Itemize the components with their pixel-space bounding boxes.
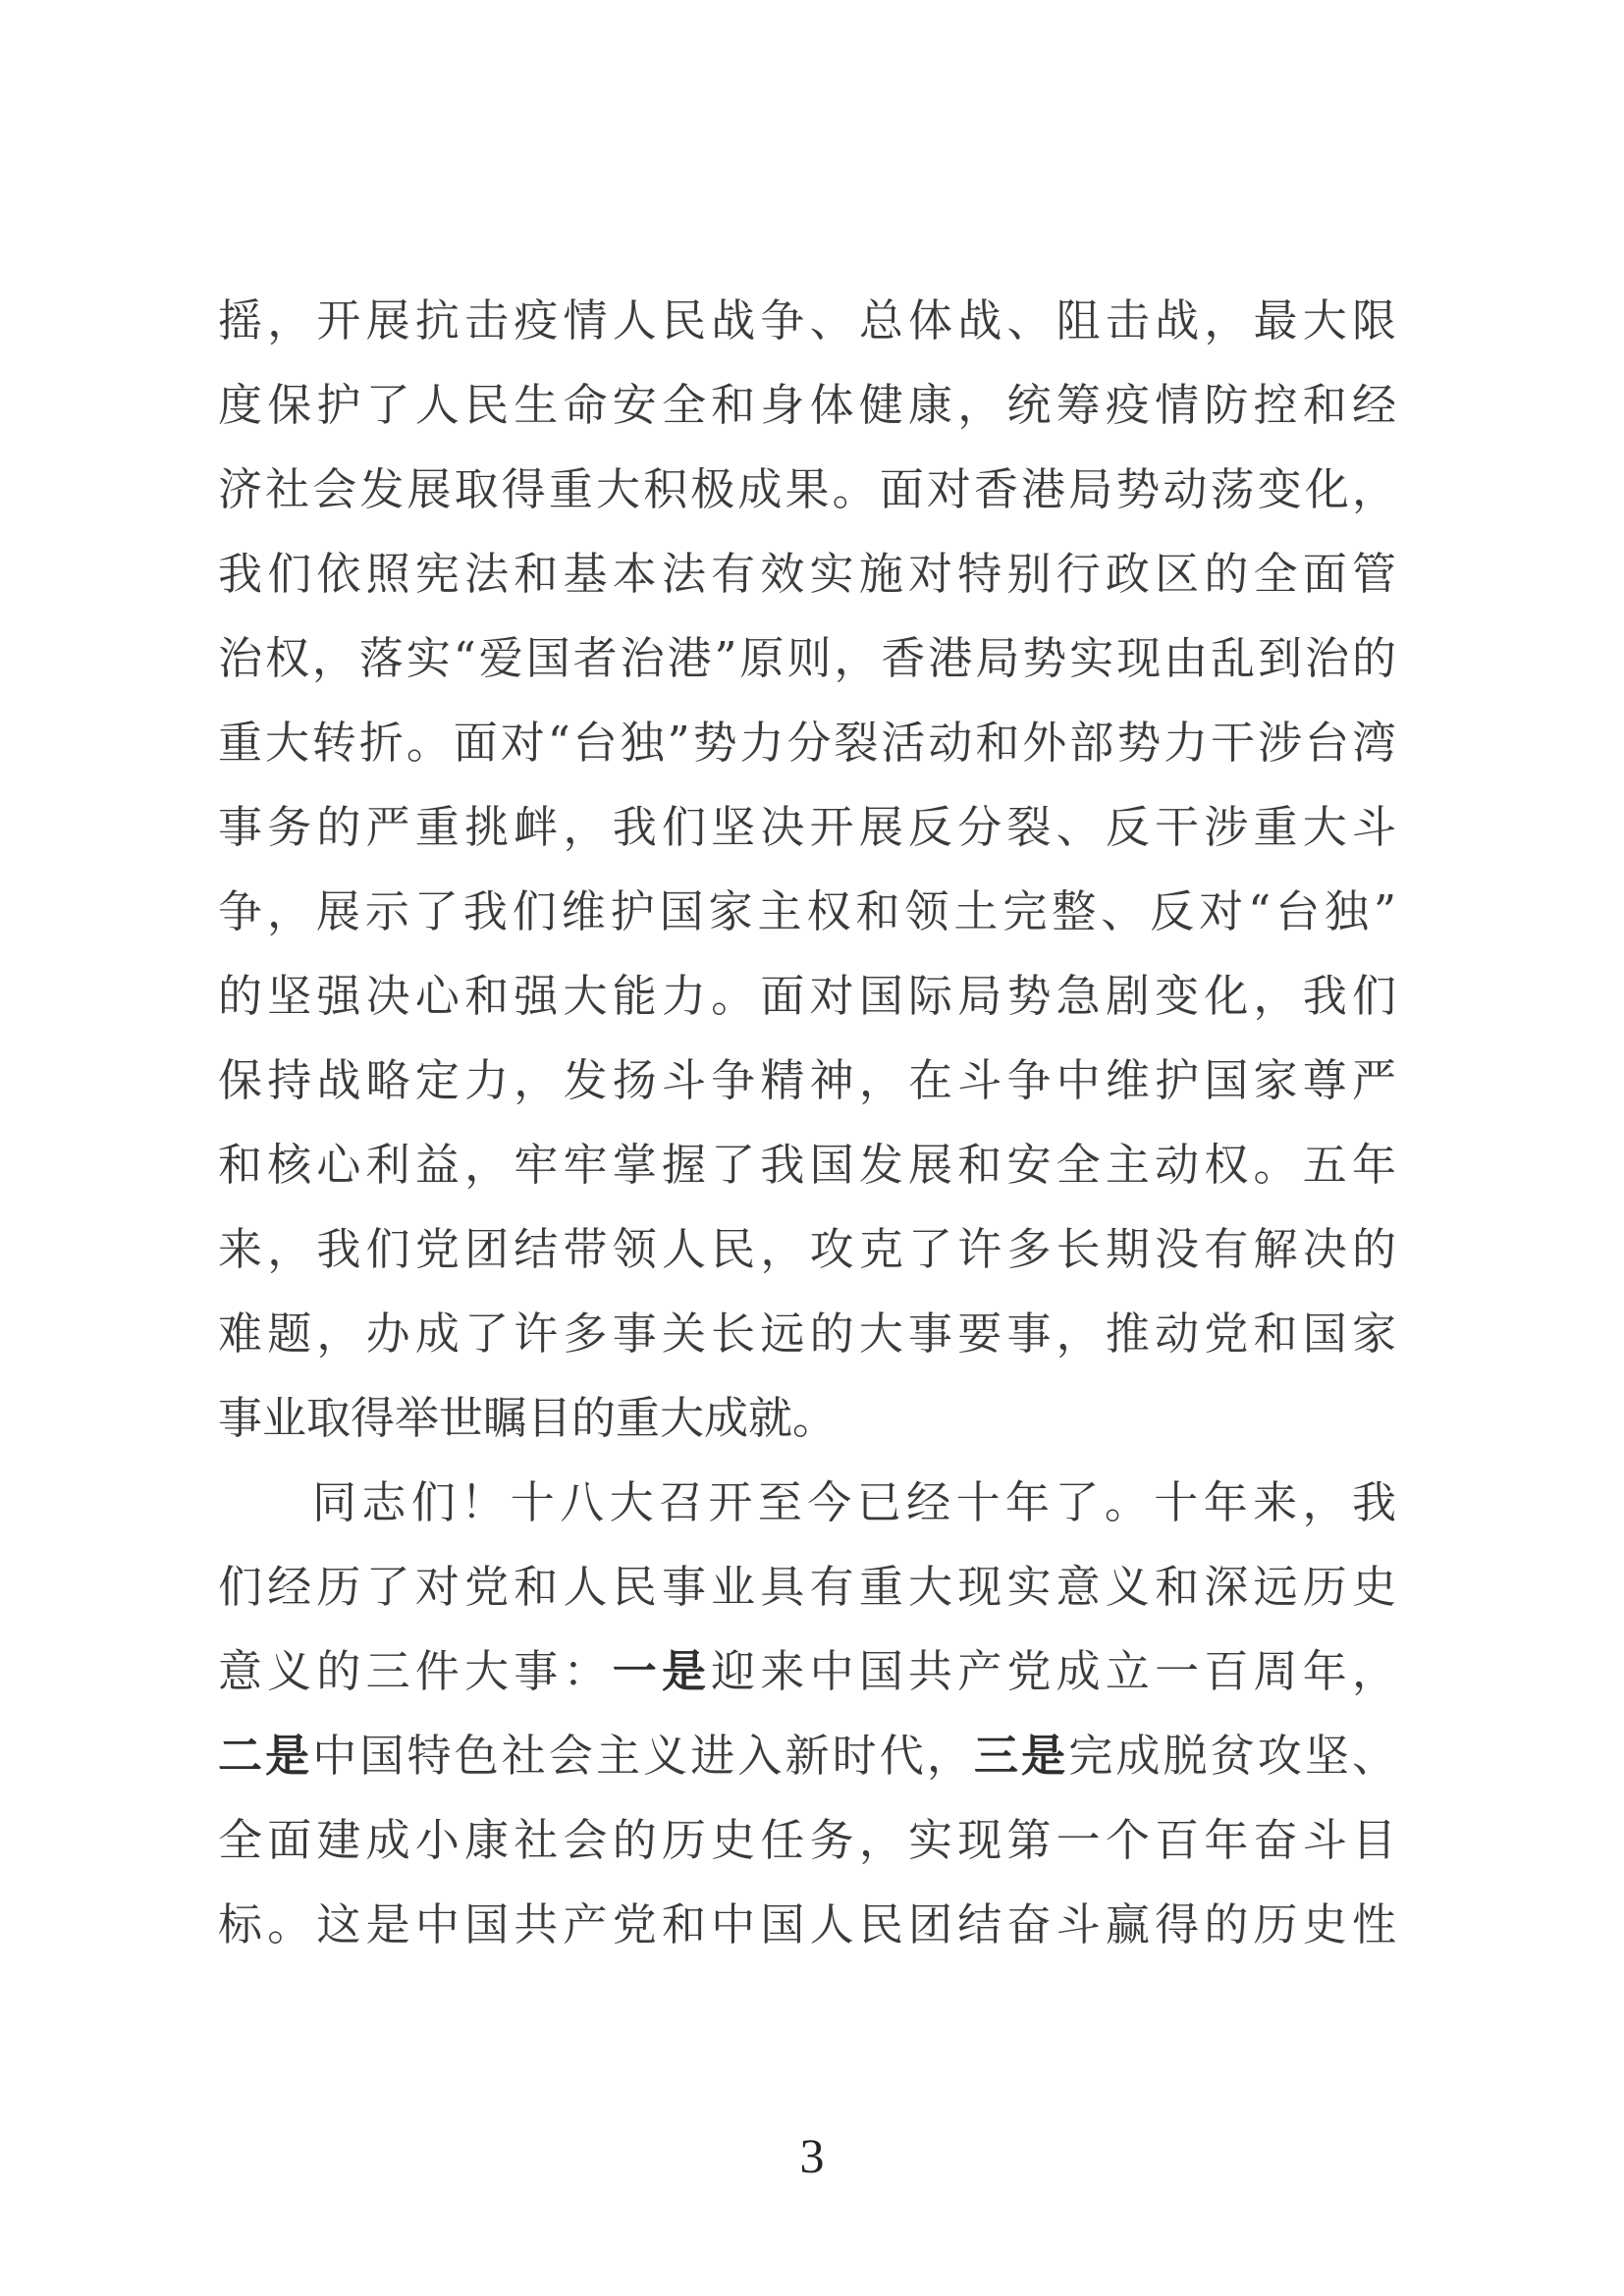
text-line: 们经历了对党和人民事业具有重大现实意义和深远历史	[218, 1561, 1396, 1613]
text-line: 济社会发展取得重大积极成果。面对香港局势动荡变化，	[218, 463, 1396, 515]
paragraph-1	[218, 279, 1396, 1461]
text-line: 争，展示了我们维护国家主权和领土完整、反对“台独”	[218, 885, 1396, 937]
text-line: 标。这是中国共产党和中国人民团结奋斗赢得的历史性	[218, 1898, 1396, 1950]
bold-text-run: 三是	[973, 1730, 1069, 1782]
text-line: 保持战略定力，发扬斗争精神，在斗争中维护国家尊严	[218, 1054, 1396, 1106]
text-line: 重大转折。面对“台独”势力分裂活动和外部势力干涉台湾	[218, 717, 1396, 769]
text-line: 度保护了人民生命安全和身体健康，统筹疫情防控和经	[218, 379, 1396, 431]
text-run: 完成脱贫攻坚、	[1068, 1730, 1396, 1782]
text-block	[218, 279, 1396, 1967]
text-line: 同志们！十八大召开至今已经十年了。十年来，我	[312, 1476, 1396, 1528]
text-line: 的坚强决心和强大能力。面对国际局势急剧变化，我们	[218, 970, 1396, 1022]
text-run: 意义的三件大事：	[218, 1645, 613, 1697]
text-line: 全面建成小康社会的历史任务，实现第一个百年奋斗目	[218, 1814, 1396, 1866]
paragraph-2	[218, 1461, 1396, 1967]
text-run: 中国特色社会主义进入新时代，	[312, 1730, 974, 1782]
page-number: 3	[799, 2128, 825, 2183]
text-line: 事业取得举世瞩目的重大成就。	[218, 1392, 838, 1444]
text-line: 来，我们党团结带领人民，攻克了许多长期没有解决的	[218, 1223, 1396, 1275]
bold-text-run: 二是	[218, 1730, 313, 1782]
text-line: 摇，开展抗击疫情人民战争、总体战、阻击战，最大限	[218, 294, 1396, 347]
text-line	[218, 1629, 1396, 1714]
text-line: 我们依照宪法和基本法有效实施对特别行政区的全面管	[218, 548, 1396, 600]
text-run: 迎来中国共产党成立一百周年，	[711, 1645, 1396, 1697]
bold-text-run: 一是	[612, 1645, 712, 1697]
text-line: 难题，办成了许多事关长远的大事要事，推动党和国家	[218, 1308, 1396, 1360]
text-line: 事务的严重挑衅，我们坚决开展反分裂、反干涉重大斗	[218, 801, 1396, 853]
text-line: 治权，落实“爱国者治港”原则，香港局势实现由乱到治的	[218, 632, 1396, 684]
text-line: 和核心利益，牢牢掌握了我国发展和安全主动权。五年	[218, 1139, 1396, 1191]
text-line	[218, 1714, 1396, 1798]
